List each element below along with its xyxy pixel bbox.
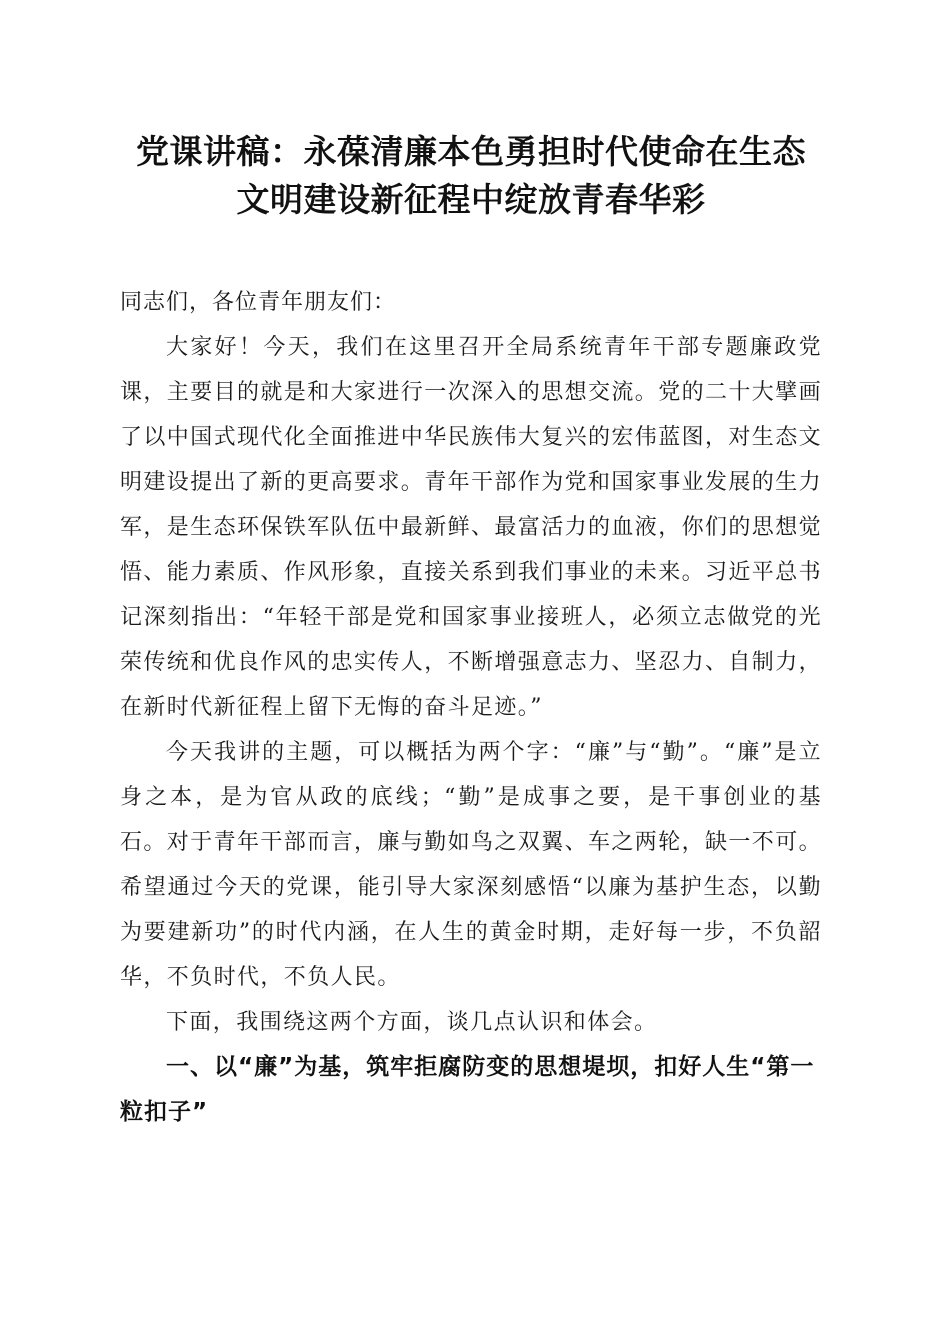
paragraph-intro: 大家好！今天，我们在这里召开全局系统青年干部专题廉政党课，主要目的就是和大家进行一次深入的思想交流。党的二十大擘画了以中国式现代化全面推进中华民族伟大复兴的宏伟蓝图，对生态文明建设提出了新的更高要求。青年干部作为党和国家事业发展的生力军，是生态环保铁军队伍中最新鲜、最富活力的血液，你们的思想觉悟、能力素质、作风形象，直接关系到我们事业的未来。习近平总书记深刻指出：“年轻干部是党和国家事业接班人，必须立志做党的光荣传统和优良作风的忠实传人，不断增强意志力、坚忍力、自制力，在新时代新征程上留下无悔的奋斗足迹。” bbox=[120, 335, 823, 720]
paragraph-transition: 下面，我围绕这两个方面，谈几点认识和体会。 bbox=[166, 1010, 658, 1035]
document-title bbox=[120, 128, 822, 224]
section-heading-1: 一、以“廉”为基，筑牢拒腐防变的思想堤坝，扣好人生“第一粒扣子” bbox=[120, 1054, 815, 1125]
salutation: 同志们，各位青年朋友们： bbox=[120, 290, 397, 315]
paragraph-theme: 今天我讲的主题，可以概括为两个字：“廉”与“勤”。“廉”是立身之本，是为官从政的底线；“勤”是成事之要，是干事创业的基石。对于青年干部而言，廉与勤如鸟之双翼、车之两轮，缺一不可。希望通过今天的党课，能引导大家深刻感悟“以廉为基护生态，以勤为要建新功”的时代内涵，在人生的黄金时期，走好每一步，不负韶华，不负时代，不负人民。 bbox=[120, 740, 823, 990]
title-line-1: 党课讲稿：永葆清廉本色勇担时代使命在生态 bbox=[136, 132, 806, 171]
title-line-2: 文明建设新征程中绽放青春华彩 bbox=[236, 180, 706, 219]
document-page bbox=[120, 128, 822, 1135]
